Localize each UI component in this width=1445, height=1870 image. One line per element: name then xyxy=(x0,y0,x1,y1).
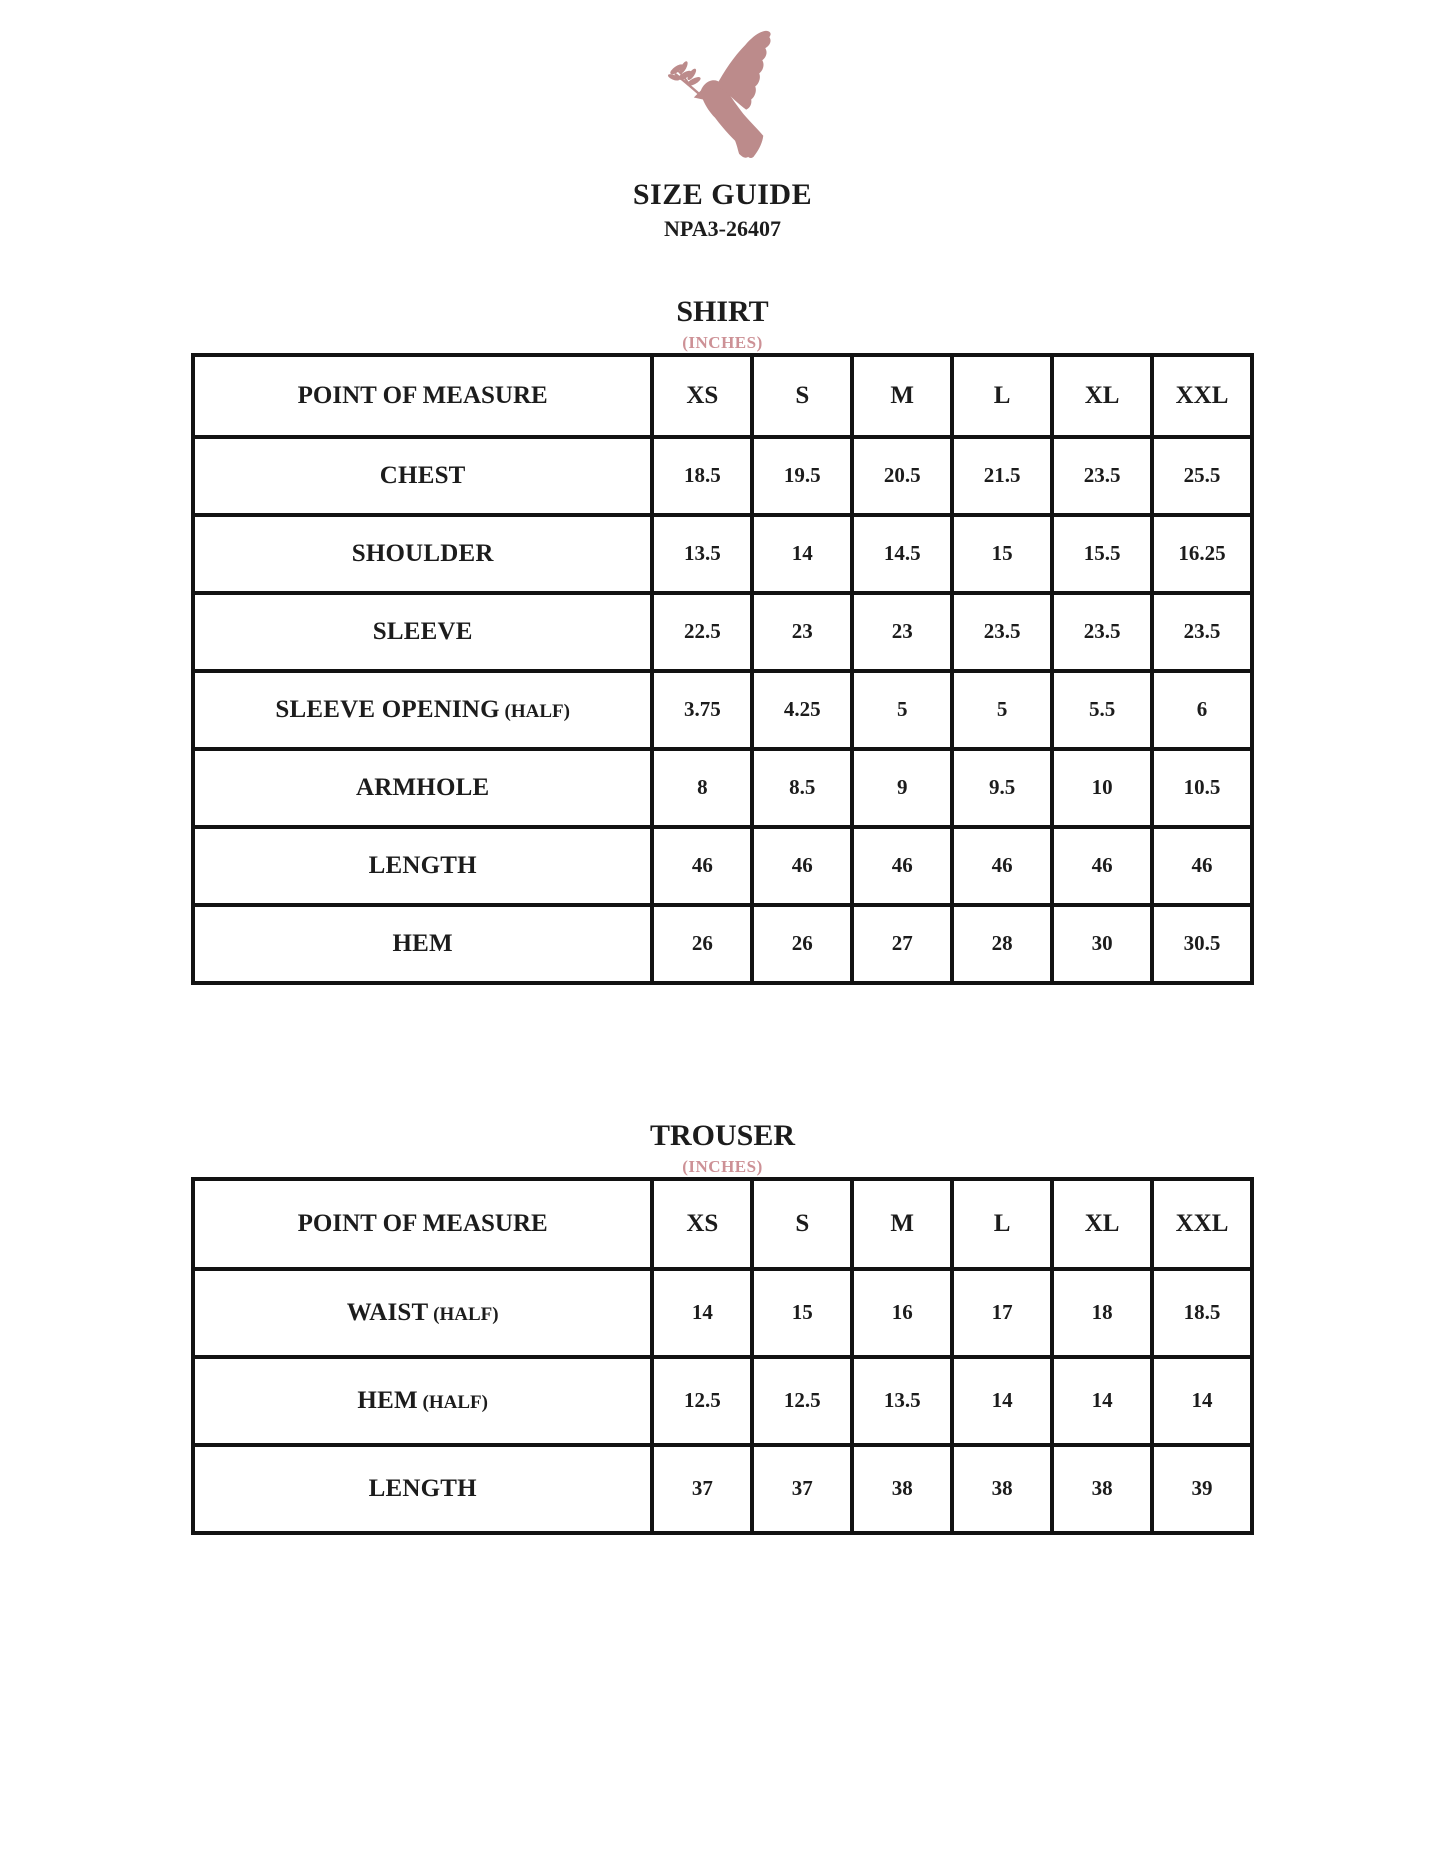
size-value-cell: 14 xyxy=(952,1357,1052,1445)
column-header: L xyxy=(952,355,1052,437)
measure-label: SLEEVE xyxy=(372,617,473,645)
trouser-size-table xyxy=(191,1177,1254,1535)
measure-label-cell xyxy=(193,437,652,515)
size-value-cell: 18.5 xyxy=(1152,1269,1252,1357)
measure-label: LENGTH xyxy=(368,851,477,879)
page-title: SIZE GUIDE xyxy=(632,178,813,211)
table-row xyxy=(193,1445,1252,1533)
column-header: M xyxy=(852,355,952,437)
trouser-section-title: TROUSER xyxy=(649,1118,796,1152)
shirt-section-title: SHIRT xyxy=(676,295,769,329)
column-header: XXL xyxy=(1152,355,1252,437)
column-header: POINT OF MEASURE xyxy=(193,355,652,437)
size-value-cell: 9.5 xyxy=(952,749,1052,827)
measure-label-cell xyxy=(193,593,652,671)
measure-label-cell xyxy=(193,749,652,827)
table-row xyxy=(193,827,1252,905)
size-value-cell: 8.5 xyxy=(752,749,852,827)
trouser-unit-label: (INCHES) xyxy=(682,1156,763,1176)
measure-label-cell xyxy=(193,1445,652,1533)
size-value-cell: 13.5 xyxy=(652,515,752,593)
size-value-cell: 20.5 xyxy=(852,437,952,515)
size-value-cell: 23 xyxy=(852,593,952,671)
size-value-cell: 4.25 xyxy=(752,671,852,749)
column-header: S xyxy=(752,1179,852,1269)
size-value-cell: 14 xyxy=(1052,1357,1152,1445)
dove-logo-icon xyxy=(647,24,799,170)
shirt-size-table xyxy=(191,353,1254,985)
size-value-cell: 22.5 xyxy=(652,593,752,671)
measure-label: SHOULDER xyxy=(351,539,494,567)
size-value-cell: 21.5 xyxy=(952,437,1052,515)
size-value-cell: 15.5 xyxy=(1052,515,1152,593)
measure-label: ARMHOLE xyxy=(356,773,490,801)
measure-label-cell xyxy=(193,1269,652,1357)
size-value-cell: 5.5 xyxy=(1052,671,1152,749)
column-header: XXL xyxy=(1152,1179,1252,1269)
measure-label: CHEST xyxy=(379,461,466,489)
table-row xyxy=(193,515,1252,593)
size-value-cell: 30 xyxy=(1052,905,1152,983)
column-header: M xyxy=(852,1179,952,1269)
table-row xyxy=(193,593,1252,671)
column-header: XS xyxy=(652,355,752,437)
size-value-cell: 38 xyxy=(852,1445,952,1533)
size-value-cell: 46 xyxy=(852,827,952,905)
table-row xyxy=(193,749,1252,827)
shirt-section xyxy=(0,295,1445,985)
size-value-cell: 27 xyxy=(852,905,952,983)
table-row xyxy=(193,671,1252,749)
size-value-cell: 14.5 xyxy=(852,515,952,593)
size-value-cell: 14 xyxy=(752,515,852,593)
size-value-cell: 38 xyxy=(1052,1445,1152,1533)
size-value-cell: 3.75 xyxy=(652,671,752,749)
table-row xyxy=(193,1357,1252,1445)
measure-label: HEM xyxy=(392,929,453,957)
size-value-cell: 18.5 xyxy=(652,437,752,515)
size-value-cell: 23.5 xyxy=(1052,437,1152,515)
size-value-cell: 23.5 xyxy=(1152,593,1252,671)
size-value-cell: 13.5 xyxy=(852,1357,952,1445)
size-value-cell: 23 xyxy=(752,593,852,671)
size-value-cell: 28 xyxy=(952,905,1052,983)
size-value-cell: 25.5 xyxy=(1152,437,1252,515)
shirt-unit-label: (INCHES) xyxy=(682,333,763,353)
size-value-cell: 46 xyxy=(1052,827,1152,905)
measure-label: LENGTH xyxy=(368,1474,477,1502)
trouser-section xyxy=(0,1119,1445,1535)
size-value-cell: 17 xyxy=(952,1269,1052,1357)
table-header-row xyxy=(193,355,1252,437)
column-header: XS xyxy=(652,1179,752,1269)
column-header: XL xyxy=(1052,355,1152,437)
size-value-cell: 14 xyxy=(652,1269,752,1357)
measure-label-suffix: (HALF) xyxy=(428,1303,499,1325)
size-value-cell: 38 xyxy=(952,1445,1052,1533)
size-value-cell: 5 xyxy=(952,671,1052,749)
size-value-cell: 6 xyxy=(1152,671,1252,749)
size-value-cell: 8 xyxy=(652,749,752,827)
measure-label-cell xyxy=(193,671,652,749)
size-value-cell: 15 xyxy=(952,515,1052,593)
size-value-cell: 16.25 xyxy=(1152,515,1252,593)
size-value-cell: 19.5 xyxy=(752,437,852,515)
size-value-cell: 26 xyxy=(652,905,752,983)
column-header: S xyxy=(752,355,852,437)
measure-label-suffix: (HALF) xyxy=(499,700,570,722)
size-value-cell: 46 xyxy=(652,827,752,905)
size-value-cell: 10 xyxy=(1052,749,1152,827)
size-value-cell: 37 xyxy=(652,1445,752,1533)
measure-label-suffix: (HALF) xyxy=(417,1391,488,1413)
table-row xyxy=(193,905,1252,983)
product-code: NPA3-26407 xyxy=(664,216,781,241)
measure-label-cell xyxy=(193,1357,652,1445)
size-value-cell: 37 xyxy=(752,1445,852,1533)
column-header: XL xyxy=(1052,1179,1152,1269)
size-value-cell: 12.5 xyxy=(652,1357,752,1445)
size-value-cell: 15 xyxy=(752,1269,852,1357)
size-value-cell: 23.5 xyxy=(952,593,1052,671)
measure-label-cell xyxy=(193,905,652,983)
size-value-cell: 39 xyxy=(1152,1445,1252,1533)
size-value-cell: 9 xyxy=(852,749,952,827)
measure-label: WAIST xyxy=(346,1298,429,1326)
size-value-cell: 10.5 xyxy=(1152,749,1252,827)
size-value-cell: 30.5 xyxy=(1152,905,1252,983)
measure-label-cell xyxy=(193,827,652,905)
measure-label-cell xyxy=(193,515,652,593)
measure-label: SLEEVE OPENING xyxy=(275,695,500,723)
column-header: L xyxy=(952,1179,1052,1269)
table-row xyxy=(193,1269,1252,1357)
size-value-cell: 12.5 xyxy=(752,1357,852,1445)
size-value-cell: 5 xyxy=(852,671,952,749)
table-row xyxy=(193,437,1252,515)
table-header-row xyxy=(193,1179,1252,1269)
size-value-cell: 18 xyxy=(1052,1269,1152,1357)
size-value-cell: 16 xyxy=(852,1269,952,1357)
size-value-cell: 23.5 xyxy=(1052,593,1152,671)
size-value-cell: 46 xyxy=(952,827,1052,905)
measure-label: HEM xyxy=(357,1386,418,1414)
size-value-cell: 26 xyxy=(752,905,852,983)
size-value-cell: 46 xyxy=(1152,827,1252,905)
size-value-cell: 14 xyxy=(1152,1357,1252,1445)
size-value-cell: 46 xyxy=(752,827,852,905)
column-header: POINT OF MEASURE xyxy=(193,1179,652,1269)
